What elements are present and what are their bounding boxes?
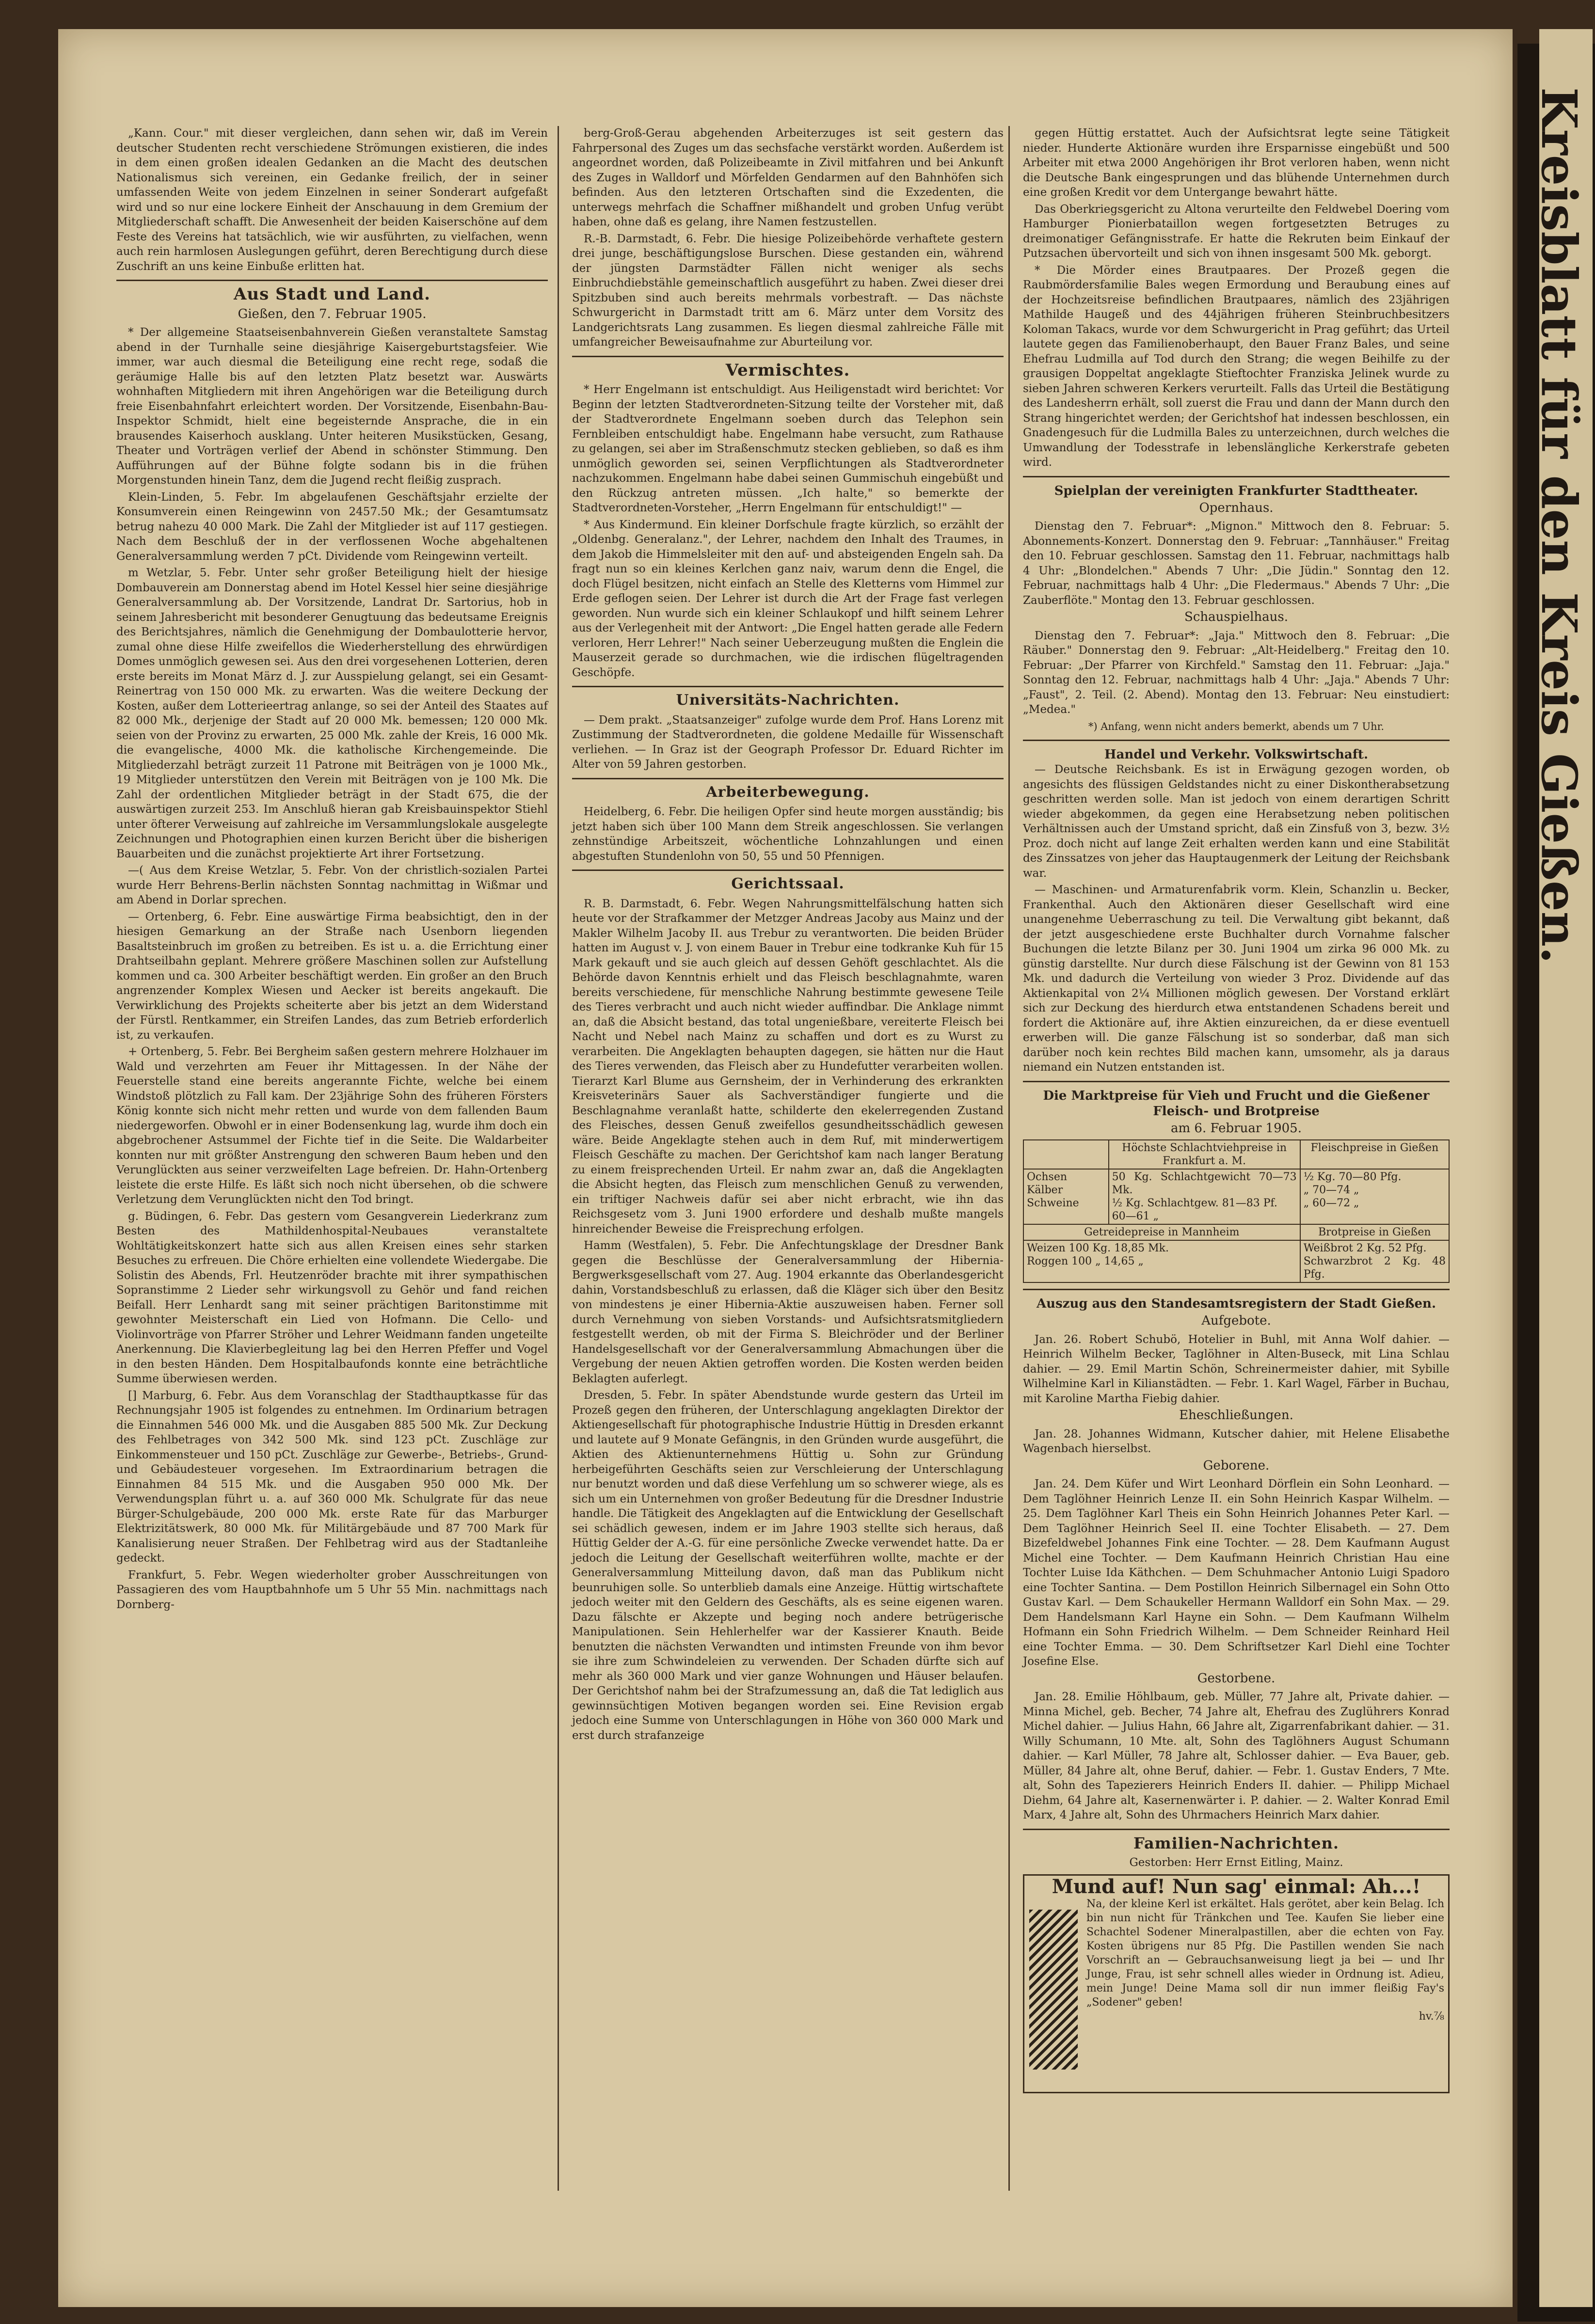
article-paragraph: R. B. Darmstadt, 6. Febr. Wegen Nahrungsmittelfälschung hatten sich heute vor der Strafkammer der Metzger Andreas Jacoby aus Mainz und der Makler Wilhelm Jacoby II. aus Trebur zu verantworten. Die beiden Brüder hatten im August v. J. von einem Bauer in Trebur eine todkranke Kuh für 15 Mark gekauft und sie auch gleich auf dessen Gehöft geschlachtet. Als die Behörde davon Kenntnis erhielt und das Fleisch beschlagnahmte, waren bereits verschiedene, für menschliche Nahrung bestimmte gewesene Teile des Tieres verbracht und auch nicht wieder auffindbar. Die Anklage nimmt an, daß die Absicht bestand, das total ungenießbare, vereiterte Fleisch bei Nacht und Nebel nach Mainz zu schaffen und dort es zu Wurst zu verarbeiten. Die Angeklagten behaupten dagegen, sie hätten nur die Haut des Tieres verwenden, das Fleisch aber zu Hundefutter verarbeiten wollen. Tierarzt Karl Blume aus Gernsheim, der in Verhinderung des erkrankten Kreisveterinärs Sauer als Sachverständiger fungierte und die Beschlagnahme veranlaßt hatte, schilderte den ekelerregenden Zustand des Fleisches, dessen Genuß zweifellos gesundheitsschädlich gewesen wäre. Beide Angeklagte stehen auch in dem Ruf, mit minderwertigem Fleisch Geschäfte zu machen. Der Gerichtshof kam nach langer Beratung zu einem freisprechenden Urteil. Er nahm zwar an, daß die Angeklagten die Absicht hegten, das Fleisch zum menschlichen Genuß zu verwenden, ein triftiger Nachweis dafür sei aber nicht erbracht, wie ihn das Reichsgesetz vom 3. Juni 1900 erfordere und deshalb mußte mangels hinreichender Beweise die Freisprechung erfolgen. [572, 897, 1004, 1235]
registry-label: Aufgebote. [1201, 1313, 1271, 1328]
article-paragraph: * Die Mörder eines Brautpaares. Der Prozeß gegen die Raubmördersfamilie Bales wegen Ermordung und Beraubung eines auf der Hochzeitsreise befindlichen Brautpaares, nämlich des 23jährigen Mathilde Haugeß und des 44jährigen früheren Steinbruchbesitzers Koloman Takacs, wurde vor dem Schwurgericht in Prag geführt; das Urteil lautete gegen das Familienoberhaupt, den Bauer Franz Bales, und seine Ehefrau Ludmilla auf Tod durch den Strang; die wegen Beihilfe zu der grausigen Doppeltat angeklagte Stieftochter Franziska Jelinek wurde zu sieben Jahren schweren Kerkers verurteilt. Falls das Urteil die Bestätigung des Landesherrn erhält, soll zuerst die Frau und dann der Mann durch den Strang hingerichtet werden; der Gerichtshof hat indessen beschlossen, ein Gnadengesuch für die Ludmilla Bales zu unterzeichnen, durch welches die Umwandlung der Todesstrafe in lebenslängliche Kerkerstrafe gebeten wird. [1023, 264, 1450, 469]
registry-text: Jan. 28. Emilie Höhlbaum, geb. Müller, 77 Jahre alt, Private dahier. — Minna Michel, geb. Becher, 74 Jahre alt, Ehefrau des Zuglührers Konrad Michel dahier. — Julius Hahn, 66 Jahre alt, Zigarrenfabrikant dahier. — 31. Willy Schumann, 10 Mte. alt, Sohn des Taglöhners August Schumann dahier. — Karl Müller, 78 Jahre alt, Schlosser dahier. — Eva Bauer, geb. Müller, 84 Jahre alt, ohne Beruf, dahier. — Febr. 1. Gustav Enders, 7 Mte. alt, Sohn des Tapezierers Heinrich Enders II. dahier. — Philipp Michael Diehm, 64 Jahre alt, Kasernenwärter i. P. dahier. — 2. Walter Konrad Emil Marx, 4 Jahre alt, Sohn des Uhrmachers Heinrich Marx dahier. [1023, 1691, 1450, 1821]
column-rule [1008, 126, 1010, 2191]
divider [116, 280, 548, 281]
theater-note: *) Anfang, wenn nicht anders bemerkt, abends um 7 Uhr. [1088, 720, 1385, 732]
table-cell: Ochsen Kälber Schweine [1023, 1169, 1109, 1224]
registry-label: Eheschließungen. [1179, 1408, 1293, 1423]
registry-heading: Auszug aus den Standesamtsregistern der Stadt Gießen. [1037, 1296, 1436, 1311]
article-paragraph: Das Oberkriegsgericht zu Altona verurteilte den Feldwebel Doering vom Hamburger Pionierbataillon wegen fortgesetzten Betruges zu dreimonatiger Gefängnisstrafe. Er hatte die Rekruten beim Einkauf der Putzsachen übervorteilt und sich von ihnen insgesamt 500 Mk. geborgt. [1023, 203, 1450, 260]
registry-text: Jan. 24. Dem Küfer und Wirt Leonhard Dörflein ein Sohn Leonhard. — Dem Taglöhner Heinrich Lenze II. ein Sohn Heinrich Kaspar Wilhelm. — 25. Dem Taglöhner Karl Theis ein Sohn Heinrich Johannes Peter Karl. — Dem Taglöhner Heinrich Seel II. eine Tochter Elisabeth. — 27. Dem Bizefeldwebel Johannes Fink eine Tochter. — 28. Dem Kaufmann August Michel eine Tochter. — Dem Kaufmann Heinrich Christian Hau eine Tochter Luise Ida Käthchen. — Dem Schuhmacher Antonio Luigi Spadoro eine Tochter Santina. — Dem Postillon Heinrich Silbernagel ein Sohn Otto Gustav Karl. — Dem Schaukeller Hermann Walldorf ein Sohn Max. — 29. Dem Handelsmann Karl Hayne ein Sohn. — Dem Kaufmann Wilhelm Hofmann ein Sohn Friedrich Wilhelm. — Dem Schneider Reinhard Heil eine Tochter Emma. — 30. Dem Schriftsetzer Karl Diehl eine Tochter Josefine Else. [1023, 1478, 1450, 1668]
newspaper-page [58, 29, 1513, 2307]
section-heading: Aus Stadt und Land. [234, 285, 431, 304]
article-paragraph: Frankfurt, 5. Febr. Wegen wiederholter grober Ausschreitungen von Passagieren des vom Hauptbahnhofe um 5 Uhr 55 Min. nachmittags nach Dornberg- [116, 1568, 548, 1611]
opera-label: Opernhaus. [1199, 500, 1274, 515]
market-date: am 6. Februar 1905. [1171, 1121, 1302, 1136]
divider [1023, 1829, 1450, 1830]
ad-title: Mund auf! Nun sag' einmal: Ah...! [1052, 1875, 1421, 1898]
divider [1023, 1289, 1450, 1290]
section-heading: Arbeiterbewegung. [706, 783, 870, 801]
registry-text: Jan. 26. Robert Schubö, Hotelier in Buhl, mit Anna Wolf dahier. — Heinrich Wilhelm Becker, Taglöhner in Alten-Buseck, mit Lina Schlau dahier. — 29. Emil Martin Schön, Schreinermeister dahier, mit Sybille Wilhelmine Karl in Kilianstädten. — Febr. 1. Karl Wagel, Färber in Buchau, mit Karoline Martha Fiebig dahier. [1023, 1333, 1450, 1405]
registry-label: Geborene. [1203, 1458, 1270, 1473]
divider [572, 686, 1004, 687]
family-heading: Familien-Nachrichten. [1133, 1834, 1339, 1852]
column-2 [572, 126, 1004, 2191]
article-paragraph: R.-B. Darmstadt, 6. Febr. Die hiesige Polizeibehörde verhaftete gestern drei junge, beschäftigungslose Burschen. Diese gestanden ein, während der jüngsten Darmstädter Fällen nicht weniger als sechs Einbruchdiebstähle gemeinschaftlich ausgeführt zu haben. Zwei dieser drei Spitzbuben sind auch bereits mehrmals vorbestraft. — Das nächste Schwurgericht in Darmstadt tritt am 6. März unter dem Vorsitz des Landgerichtsrats Lang zusammen. Es liegen diesmal zahlreiche Fälle mit umfangreicher Beweisaufnahme zur Aburteilung vor. [572, 232, 1004, 348]
dateline: Gießen, den 7. Februar 1905. [238, 306, 427, 321]
article-paragraph: — Dem prakt. „Staatsanzeiger" zufolge wurde dem Prof. Hans Lorenz mit Zustimmung der Stadtverordneten, die goldene Medaille für Wissenschaft verliehen. — In Graz ist der Geograph Professor Dr. Eduard Richter im Alter von 59 Jahren gestorben. [572, 713, 1004, 771]
ad-illustration-icon [1029, 1910, 1078, 2070]
divider [1023, 476, 1450, 477]
article-paragraph: g. Büdingen, 6. Febr. Das gestern vom Gesangverein Liederkranz zum Besten des Mathildenhospital-Neubaues veranstaltete Wohltätigkeitskonzert hatte sich aus allen Kreisen eines sehr starken Besuches zu erfreuen. Die Chöre erhielten eine vollendete Wiedergabe. Die Solistin des Abends, Frl. Heutzenröder brachte mit ihrer sympathischen Sopranstimme 2 Lieder sehr wirkungsvoll zu Gehör und fand reichen Beifall. Herr Lenhardt sang mit seiner prächtigen Baritonstimme mit gewohnter Meisterschaft ein Lied von Hofmann. Die Cello- und Violinvorträge von Pfarrer Ströher und Lehrer Weidmann fanden ungeteilte Anerkennung. Die Klavierbegleitung lag bei den Herren Pfeffer und Vogel in den besten Händen. Dem Hospitalbaufonds konnte eine beträchtliche Summe überwiesen werden. [116, 1210, 548, 1385]
ad-text: Na, der kleine Kerl ist erkältet. Hals gerötet, aber kein Belag. Ich bin nun nicht für Tränkchen und Tee. Kaufen Sie lieber eine Schachtel Sodener Mineralpastillen, aber die echten von Fay. Kosten übrigens nur 85 Pfg. Die Pastillen wenden Sie nach Vorschrift an — Gebrauchsanweisung liegt ja bei — und Ihr Junge, Frau, ist sehr schnell alles wieder in Ordnung ist. Adieu, mein Junge! Deine Mama soll dir nun immer fleißig Fay's „Sodener" geben! [1086, 1898, 1444, 2008]
article-paragraph: —( Aus dem Kreise Wetzlar, 5. Febr. Von der christlich-sozialen Partei wurde Herr Behrens-Berlin nächsten Sonntag nachmittag in Wißmar und am Abend in Dorlar sprechen. [116, 864, 548, 906]
section-heading: Universitäts-Nachrichten. [676, 692, 900, 709]
divider [1023, 1081, 1450, 1082]
table-header: Höchste Schlachtviehpreise in Frankfurt a. M. [1109, 1140, 1300, 1169]
divider [572, 870, 1004, 871]
family-notice: Gestorben: Herr Ernst Eitling, Mainz. [1129, 1856, 1343, 1869]
article-paragraph: Hamm (Westfalen), 5. Febr. Die Anfechtungsklage der Dresdner Bank gegen die Beschlüsse der Generalversammlung der Hibernia-Bergwerksgesellschaft vom 27. Aug. 1904 erkannte das Oberlandesgericht dahin, Vorstandsbeschluß zu erlassen, daß die Kläger sich über den Besitz von mindestens je einer Hibernia-Aktie auszuweisen haben. Ferner soll durch Vernehmung von sieben Vorstands- und Aufsichtsratsmitgliedern festgestellt werden, ob mit der Firma S. Bleichröder und der Berliner Handelsgesellschaft vor der Generalversammlung Abmachungen über die Vergebung der neuen Aktien getroffen worden. Die Kosten werden beiden Beklagten auferlegt. [572, 1239, 1004, 1385]
article-paragraph: berg-Groß-Gerau abgehenden Arbeiterzuges ist seit gestern das Fahrpersonal des Zuges um das sechsfache verstärkt worden. Außerdem ist angeordnet worden, daß Polizeibeamte in Zivil mitfahren und bei Ankunft des Zuges in Walldorf und Mörfelden Gendarmen auf den Bahnhöfen sich befinden. Aus den letzteren Ortschaften sind die Exzedenten, die unterwegs mehrfach die Schaffner mißhandelt und groben Unfug verübt haben, ohne daß es gelang, ihre Namen festzustellen. [572, 127, 1004, 228]
column-3 [1023, 126, 1450, 2191]
article-paragraph: — Maschinen- und Armaturenfabrik vorm. Klein, Schanzlin u. Becker, Frankenthal. Auch den Aktionären dieser Gesellschaft wird eine unangenehme Ueberraschung zu teil. Die Verwaltung gibt bekannt, daß der jetzt ausgeschiedene erste Buchhalter durch Vornahme falscher Buchungen die letzte Bilanz per 30. Juni 1904 um zirka 96 000 Mk. zu günstig darstellte. Nur durch diese Fälschung ist der Gewinn von 81 153 Mk. und dadurch die Verteilung von wieder 3 Proz. Dividende auf das Aktienkapital von 2¼ Millionen möglich gewesen. Der Vorstand erklärt sich zur Deckung des hierdurch etwa entstandenen Schadens bereit und fordert die Aktionäre auf, ihre Aktien einzureichen, da er diese eventuell erwerben will. Die ganze Fälschung ist so sonderbar, daß man sich darüber noch kein rechtes Bild machen kann, umsomehr, als ja daraus niemand ein Nutzen entstanden ist. [1023, 884, 1450, 1074]
article-paragraph: m Wetzlar, 5. Febr. Unter sehr großer Beteiligung hielt der hiesige Dombauverein am Donnerstag abend im Hotel Kessel hier seine diesjährige Generalversammlung ab. Der Vorsitzende, Landrat Dr. Sartorius, hob in seinem Jahresbericht mit besonderer Genugtuung das bedeutsame Ereignis des Berichtsjahres, nämlich die Genehmigung der Dombaulotterie hervor, zumal ohne diese Hilfe zweifellos die Wiederherstellung des ehrwürdigen Domes unmöglich gewesen sei. Aus den drei vorgesehenen Lotterien, deren erste bereits im Monat März d. J. zur Ausspielung gelangt, sei ein Gesamt-Reinertrag von 150 000 Mk. zu erwarten. Was die weitere Deckung der Kosten, außer dem Lotterieertrag anlange, so sei der Anteil des Staates auf 82 000 Mk., derjenige der Stadt auf 20 000 Mk. bemessen; 120 000 Mk. seien von der Provinz zu erwarten, 25 000 Mk. zahle der Kreis, 16 000 Mk. die evangelische, 4000 Mk. die katholische Kirchengemeinde. Die Mitgliederzahl beträgt zurzeit 11 Patrone mit Beiträgen von je 1000 Mk., 19 Mitglieder unterstützen den Verein mit Beiträgen von je 100 Mk. Die Zahl der ordentlichen Mitglieder beträgt in der Stadt 675, die der auswärtigen zurzeit 253. Im Anschluß hieran gab Kreisbauinspektor Stiehl unter öfterer Verweisung auf zahlreiche im Versammlungslokale ausgelegte Zeichnungen und Photographien einen kurzen Bericht über die bisherigen Bauarbeiten und die zunächst projektierte Art ihrer Fortsetzung. [116, 567, 548, 860]
column-rule [558, 126, 559, 2191]
article-paragraph: + Ortenberg, 5. Febr. Bei Bergheim saßen gestern mehrere Holzhauer im Wald und verzehrten am Feuer ihr Mittagessen. In der Nähe der Feuerstelle stand eine bereits angerannte Fichte, welche bei einem Windstoß plötzlich zu Fall kam. Der 23jährige Sohn des früheren Försters König konnte sich nicht mehr retten und wurde von dem fallenden Baum niedergeworfen. Obwohl er in einer Bodensenkung lag, wurde ihm doch ein abgebrochener Astsummel der Fichte tief in die Seite. Die Waldarbeiter konnten nur mit größter Anstrengung den schweren Baum heben und den Verunglückten aus seiner verzweifelten Lage befreien. Dr. Hahn-Ortenberg leistete die erste Hilfe. Es läßt sich noch nicht übersehen, ob die schwere Verletzung dem Verunglückten nicht den Tod bringt. [116, 1045, 548, 1206]
table-cell: 50 Kg. Schlachtgewicht 70—73 Mk. ½ Kg. Schlachtgew. 81—83 Pf. 60—61 „ [1109, 1169, 1300, 1224]
article-paragraph: [] Marburg, 6. Febr. Aus dem Voranschlag der Stadthauptkasse für das Rechnungsjahr 1905 ist folgendes zu entnehmen. Im Ordinarium betragen die Einnahmen 546 000 Mk. und die Ausgaben 885 500 Mk. Zur Deckung des Fehlbetrages von 342 500 Mk. sind 123 pCt. Zuschläge zur Einkommensteuer und 150 pCt. Zuschläge zur Gewerbe-, Betriebs-, Grund- und Gebäudesteuer vorgesehen. Im Extraordinarium betragen die Einnahmen 84 515 Mk. und die Ausgaben 950 000 Mk. Der Verwendungsplan führt u. a. auf 360 000 Mk. Schulgrate für das neue Bürger-Schulgebäude, 200 000 Mk. erste Rate für das Marburger Elektrizitätswerk, 80 000 Mk. für Militärgebäude und 87 700 Mark für Kanalisierung neuer Straßen. Der Fehlbetrag wird aus der Stadtanleihe gedeckt. [116, 1389, 548, 1565]
masthead-vertical: Kreisblatt für den Kreis Gießen. [1531, 87, 1588, 964]
article-paragraph: — Deutsche Reichsbank. Es ist in Erwägung gezogen worden, ob angesichts des flüssigen Geldstandes nicht zu einer Diskontherabsetzung geschritten werden solle. Man ist jedoch von einem derartigen Schritt wieder abgekommen, da gegen eine Herabsetzung neben politischen Verhältnissen auch der Umstand spricht, daß ein Zinsfuß von 3, bezw. 3½ Proz. doch nicht auf lange Zeit erhalten werden kann und eine Stabilität des Zinssatzes von jeher das Hauptaugenmerk der Leitung der Reichsbank war. [1023, 763, 1450, 880]
trade-heading: Handel und Verkehr. Volkswirtschaft. [1104, 747, 1368, 762]
divider [1023, 740, 1450, 741]
section-heading: Vermischtes. [725, 360, 850, 380]
ad-signature: hv.⅞ [1419, 2010, 1444, 2023]
intro-text: „Kann. Cour." mit dieser vergleichen, dann sehen wir, daß im Verein deutscher Studenten recht verschiedene Strömungen existieren, die indes in dem einen großen idealen Gedanken an die Macht des deutschen Nationalismus sich vereinen, ein Gedanke freilich, der in seiner umfassenden Weite von jedem Einzelnen in seiner Sonderart aufgefaßt wird und so nur eine lockere Einheit der Anschauung in dem Gremium der Mitgliederschaft schafft. Die Anwesenheit der beiden Kaiserschöne auf dem Feste des Vereins hat tatsächlich, wie wir ausführten, zu vielfachen, wenn auch rein harmlosen Auslegungen geführt, deren Berechtigung durch diese Zuschrift an uns keine Einbuße erlitten hat. [116, 127, 548, 273]
divider [572, 356, 1004, 357]
play-label: Schauspielhaus. [1184, 610, 1288, 624]
theater-schedule: Dienstag den 7. Februar*: „Mignon." Mittwoch den 8. Februar: 5. Abonnements-Konzert. Donnerstag den 9. Februar: „Tannhäuser." Freitag den 10. Februar geschlossen. Samstag den 11. Februar, nachmittags halb 4 Uhr: „Blondelchen." Abends 7 Uhr: „Die Jüdin." Sonntag den 12. Februar, nachmittags halb 4 Uhr: „Die Fledermaus." Abends 7 Uhr: „Die Zauberflöte." Montag den 13. Februar geschlossen. [1023, 520, 1450, 607]
registry-text: Jan. 28. Johannes Widmann, Kutscher dahier, mit Helene Elisabethe Wagenbach hierselbst. [1023, 1427, 1450, 1455]
advertisement [1023, 1874, 1450, 2093]
article-paragraph: — Ortenberg, 6. Febr. Eine auswärtige Firma beabsichtigt, den in der hiesigen Gemarkung an der Straße nach Usenborn liegenden Basaltsteinbruch im großen zu betreiben. Es ist u. a. die Errichtung einer Drahtseilbahn geplant. Mehrere größere Maschinen sollen zur Aufstellung kommen und ca. 300 Arbeiter beschäftigt werden. Ein großer an den Bruch angrenzender Komplex Wiesen und Aecker ist bereits angekauft. Die Verwirklichung des Projekts scheiterte aber bis jetzt an dem Widerstand der Fürstl. Rentkammer, ein Streifen Landes, das zum Betrieb erforderlich ist, zu verkaufen. [116, 910, 548, 1042]
registry-label: Gestorbene. [1197, 1671, 1276, 1686]
market-title: Die Marktpreise für Vieh und Frucht und die Gießener Fleisch- und Brotpreise [1043, 1088, 1430, 1119]
article-paragraph: Dresden, 5. Febr. In später Abendstunde wurde gestern das Urteil im Prozeß gegen den früheren, der Unterschlagung angeklagten Direktor der Aktiengesellschaft für photographische Industrie Hüttig in Dresden erkannt und lautete auf 9 Monate Gefängnis, in den Gründen wurde ausgeführt, die Aktien des Aktienunternehmens Hüttig u. Sohn zur Gründung herbeigeführten Geschäfts seien zur Verschleierung der Unterschlagung nur benutzt worden und daß diese Verfehlung um so schwerer wiege, als es sich um ein Unternehmen von großer Bedeutung für die Dresdner Industrie handle. Die Tätigkeit des Angeklagten auf die Entwicklung der Gesellschaft sei schädlich gewesen, indem er im Jahre 1903 stellte sich heraus, daß Hüttig Gelder der A.-G. für eine persönliche Zwecke verwendet hatte. Da er jedoch die Leitung der Gesellschaft weiterführen wollte, machte er der Generalversammlung Mitteilung davon, daß man das Publikum nicht beunruhigen solle. So unterblieb damals eine Anzeige. Hüttig wirtschaftete jedoch weiter mit den Geldern des Geschäfts, als es seine eigenen waren. Dazu fälschte er Akzepte und beging noch andere betrügerische Manipulationen. Sein Hehlerhelfer war der Kassierer Knauth. Beide benutzten die nächsten Verwandten und intimsten Freunde von ihm bevor sie ihre zum Schwindeleien zu verwenden. Der Schaden dürfte sich auf mehr als 360 000 Mark und vier ganze Wohnungen und Häuser belaufen. Der Gerichtshof nahm bei der Strafzumessung an, daß die Tat lediglich aus gewinnsüchtigen Motiven begangen worden sei. Eine Revision ergab jedoch eine Summe von Unterschlagungen in Höhe von 360 000 Mark und erst durch strafanzeige [572, 1389, 1004, 1742]
theater-schedule: Dienstag den 7. Februar*: „Jaja." Mittwoch den 8. Februar: „Die Räuber." Donnerstag den 9. Februar: „Alt-Heidelberg." Freitag den 10. Februar: „Der Pfarrer von Kirchfeld." Samstag den 11. Februar: „Jaja." Sonntag den 12. Februar, nachmittags halb 4 Uhr: „Jaja." Abends 7 Uhr: „Faust", 2. Teil. (2. Abend). Montag den 13. Februar: Neu einstudiert: „Medea." [1023, 629, 1450, 716]
table-header: Getreidepreise in Mannheim [1023, 1224, 1300, 1240]
table-cell: Weißbrot 2 Kg. 52 Pfg. Schwarzbrot 2 Kg. 48 Pfg. [1300, 1240, 1449, 1282]
article-paragraph: Klein-Linden, 5. Febr. Im abgelaufenen Geschäftsjahr erzielte der Konsumverein einen Reingewinn von 2457.50 Mk.; der Gesamtumsatz betrug nahezu 40 000 Mark. Die Zahl der Mitglieder ist auf 117 gestiegen. Nach dem Beschluß der in der verflossenen Woche abgehaltenen Generalversammlung werden 7 pCt. Dividende vom Reingewinn verteilt. [116, 490, 548, 563]
article-paragraph: * Aus Kindermund. Ein kleiner Dorfschule fragte kürzlich, so erzählt der „Oldenbg. Generalanz.", der Lehrer, nachdem den Inhalt des Traumes, in dem Jakob die Himmelsleiter mit den auf- und absteigenden Engeln sah. Da fragt nun so ein kleines Kerlchen ganz naiv, warum denn die Engel, die doch Flügel besitzen, nicht einfach an Stelle des Kletterns vom Himmel zur Erde geflogen seien. Der Lehrer ist durch die Art der Frage fast verlegen geworden. Nun wurde sich ein kleiner Schlaukopf und hilft seinem Lehrer aus der Verlegenheit mit der Antwort: „Die Engel hatten gerade alle Federn verloren, Herr Lehrer!" Nach seiner Ueberzeugung mußten die Englein die Mauserzeit gerade so durchmachen, wie die irdischen flügeltragenden Geschöpfe. [572, 518, 1004, 679]
theater-heading: Spielplan der vereinigten Frankfurter Stadttheater. [1054, 483, 1419, 498]
section-heading: Gerichtssaal. [731, 875, 845, 892]
column-1 [116, 126, 548, 2191]
divider [572, 778, 1004, 779]
table-cell: ½ Kg. 70—80 Pfg. „ 70—74 „ „ 60—72 „ [1300, 1169, 1449, 1224]
article-paragraph: * Herr Engelmann ist entschuldigt. Aus Heiligenstadt wird berichtet: Vor Beginn der letzten Stadtverordneten-Sitzung teilte der Vorsteher mit, daß der Stadtverordnete Engelmann soeben durch das Telephon sein Fernbleiben entschuldigt habe. Engelmann habe versucht, zum Rathause zu gelangen, sei aber im Straßenschmutz stecken geblieben, so daß es ihm unmöglich geworden sei, seinen Verpflichtungen als Stadtverordneter nachzukommen. Engelmann habe dabei seinen Gummischuh eingebüßt und den Rückzug antreten müssen. „Ich halte," so bemerkte der Stadtverordneten-Vorsteher, „Herrn Engelmann für entschuldigt!" — [572, 383, 1004, 514]
table-header: Brotpreise in Gießen [1300, 1224, 1449, 1240]
article-paragraph: Heidelberg, 6. Febr. Die heiligen Opfer sind heute morgen ausständig; bis jetzt haben sich über 100 Mann dem Streik angeschlossen. Sie verlangen zehnstündige Arbeitszeit, wöchentliche Lohnzahlungen und einen abgestuften Stundenlohn von 50, 55 und 50 Pfennigen. [572, 806, 1004, 863]
article-paragraph: gegen Hüttig erstattet. Auch der Aufsichtsrat legte seine Tätigkeit nieder. Hunderte Aktionäre wurden ihre Ersparnisse eingebüßt und 500 Arbeiter mit etwa 2000 Angehörigen ihr Brot verloren haben, wenn nicht die Deutsche Bank eingesprungen und das blühende Unternehmen durch eine großen Kredit vor dem Untergange bewahrt hätte. [1023, 127, 1450, 199]
market-price-table [1023, 1139, 1450, 1283]
table-header: Fleischpreise in Gießen [1300, 1140, 1449, 1169]
article-paragraph: * Der allgemeine Staatseisenbahnverein Gießen veranstaltete Samstag abend in der Turnhalle seine diesjährige Kaisergeburtstagsfeier. Wie immer, war auch diesmal die Beteiligung eine recht rege, sodaß die geräumige Halle bis auf den letzten Platz besetzt war. Auswärts wohnhaften Mitgliedern mit ihren Angehörigen war die Beteiligung durch freie Eisenbahnfahrt erleichtert worden. Der Vorsitzende, Eisenbahn-Bau-Inspektor Schmidt, hielt eine begeisternde Ansprache, die in ein brausendes Kaiserhoch ausklang. Unter heiteren Musikstücken, Gesang, Theater und Vorträgen verlief der Abend in schönster Stimmung. Den Aufführungen auf der Bühne folgte sodann bis in die frühen Morgenstunden hinein Tanz, dem die Jugend recht fleißig zusprach. [116, 326, 548, 487]
table-cell: Weizen 100 Kg. 18,85 Mk. Roggen 100 „ 14,65 „ [1023, 1240, 1300, 1282]
